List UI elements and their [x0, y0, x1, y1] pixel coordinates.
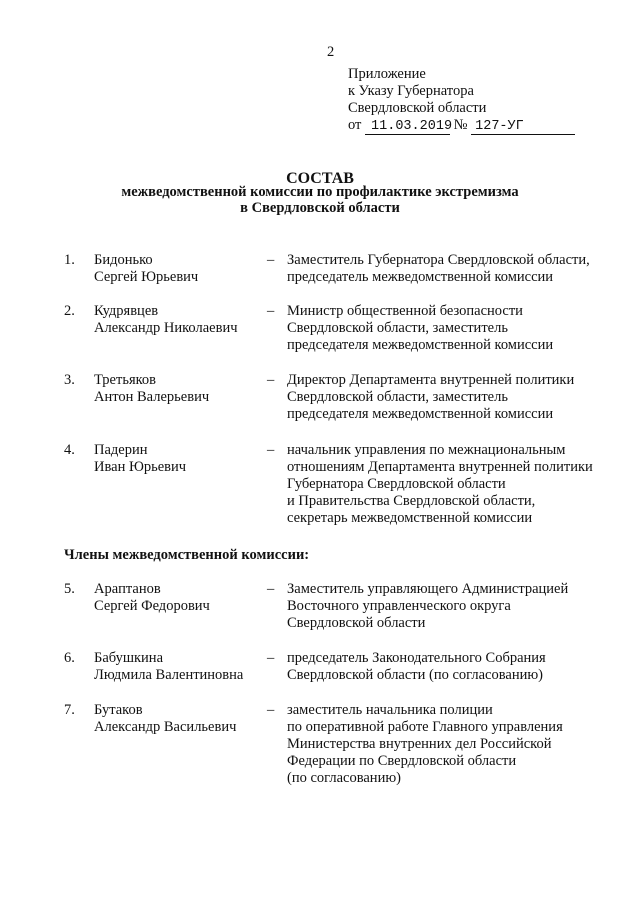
item-number: 5. [64, 581, 75, 597]
number-sign: № [453, 117, 468, 133]
item-number: 6. [64, 650, 75, 666]
dash: – [267, 303, 275, 319]
person-position: председатель Законодательного Собрания Свердловской области (по согласованию) [287, 650, 546, 683]
dash: – [267, 581, 275, 597]
item-number: 2. [64, 303, 75, 319]
document-subtitle: в Свердловской области [240, 200, 400, 216]
document-title: СОСТАВ [286, 170, 354, 187]
item-number: 1. [64, 252, 75, 268]
person-position: Директор Департамента внутренней политики Свердловской области, заместитель председателя межведомственной комиссии [287, 372, 575, 422]
person-name: Третьяков Антон Валерьевич [94, 372, 210, 405]
person-position: Заместитель управляющего Администрацией Восточного управленческого округа Свердловской области [287, 581, 569, 631]
item-number: 4. [64, 442, 75, 458]
appendix-line: Свердловской области [348, 100, 487, 116]
person-name: Бабушкина Людмила Валентиновна [94, 650, 244, 683]
dash: – [267, 702, 275, 718]
person-name: Кудрявцев Александр Николаевич [94, 303, 238, 336]
item-number: 3. [64, 372, 75, 388]
decree-number: 127-УГ [471, 119, 575, 135]
decree-date-line [348, 117, 575, 135]
document-subtitle: межведомственной комиссии по профилактике экстремизма [121, 184, 519, 200]
appendix-block [348, 66, 575, 135]
decree-date: 11.03.2019 [365, 119, 450, 135]
person-position: начальник управления по межнациональным отношениям Департамента внутренней политики Губернатора Свердловской области и Правительства Свердловской области, секретарь межведомственной комиссии [287, 442, 593, 526]
item-number: 7. [64, 702, 75, 718]
person-position: заместитель начальника полиции по оперативной работе Главного управления Министерства внутренних дел Российской Федерации по Свердловской области (по согласованию) [287, 702, 563, 786]
appendix-line: к Указу Губернатора [348, 83, 474, 99]
dash: – [267, 252, 275, 268]
person-name: Бидонько Сергей Юрьевич [94, 252, 199, 285]
members-heading: Члены межведомственной комиссии: [64, 547, 310, 563]
appendix-line: Приложение [348, 66, 426, 82]
dash: – [267, 442, 275, 458]
person-name: Падерин Иван Юрьевич [94, 442, 187, 475]
date-prefix: от [348, 117, 362, 133]
dash: – [267, 650, 275, 666]
dash: – [267, 372, 275, 388]
page-number: 2 [327, 44, 335, 60]
person-name: Арaптанов Сергей Федорович [94, 581, 210, 614]
person-name: Бутаков Александр Васильевич [94, 702, 237, 735]
person-position: Заместитель Губернатора Свердловской области, председатель межведомственной комиссии [287, 252, 590, 285]
person-position: Министр общественной безопасности Свердловской области, заместитель председателя межведомственной комиссии [287, 303, 554, 353]
